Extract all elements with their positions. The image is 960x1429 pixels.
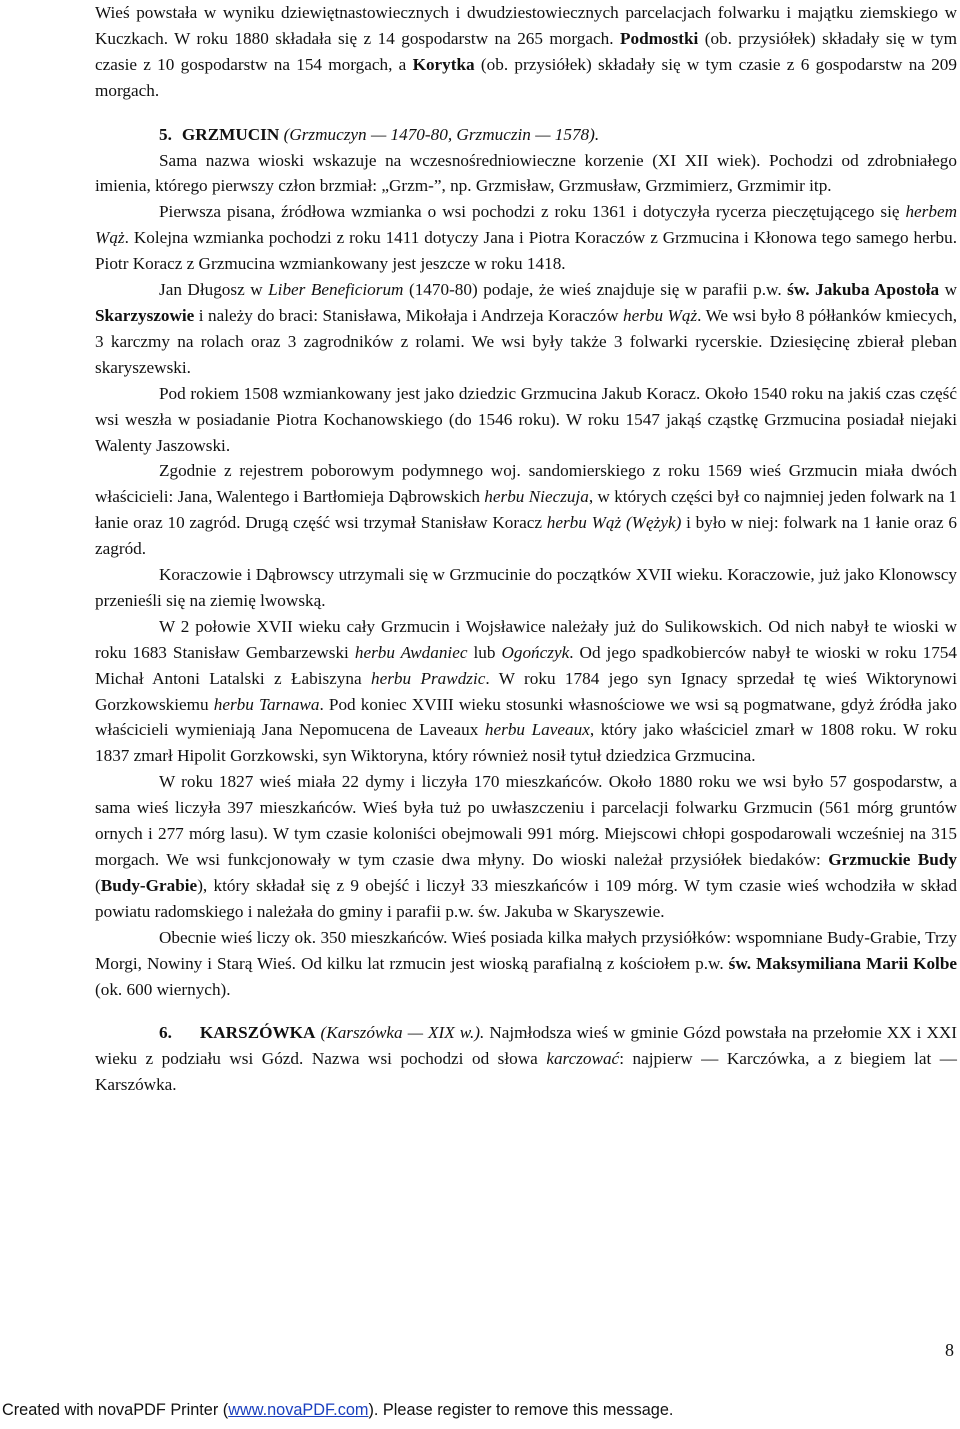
text-run: . We wsi było 8 półłanków kmiecych, 3 karczmy na rolach oraz 3 zagrodników z rolami. We wsi były także 3 folwarki rycerskie. Dziesięcinę zbierał pleban skaryszewski. xyxy=(95,305,957,377)
bold-text: Korytka xyxy=(412,54,475,74)
section-heading-grzmucin xyxy=(95,122,957,148)
section-grzmucin-paragraphs xyxy=(95,148,957,1003)
bold-text: Skarzyszowie xyxy=(95,305,195,325)
italic-text: herbu Nieczuja xyxy=(484,487,589,507)
text-run: (ob. przysiółek) składały się w tym czasie z 10 gospodarstw na 154 morgach, a xyxy=(95,28,957,74)
italic-text: herbu Tarnawa xyxy=(213,694,320,714)
text-run: . Kolejna wzmianka pochodzi z roku 1411 dotyczy Jana i Piotra Koraczów z Grzmucina i Kłonowa tego samego herbu. Piotr Koracz z Grzmucina wzmiankowany jest jeszcze w roku 1418. xyxy=(95,228,957,274)
section-title: KARSZÓWKA xyxy=(199,1023,316,1043)
text-run: Zgodnie z rejestrem poborowym podymnego woj. sandomierskiego z roku 1569 wieś Grzmucin miała dwóch właścicieli: Jana, Walentego i Bartłomieja Dąbrowskich xyxy=(95,461,957,507)
paragraph xyxy=(95,199,957,277)
section-variants: (Grzmuczyn — 1470-80, Grzmuczin — 1578). xyxy=(283,124,600,144)
italic-text: herbu Awdaniec xyxy=(354,642,468,662)
paragraph xyxy=(95,381,957,459)
italic-text: Ogończyk xyxy=(501,642,570,662)
intro-paragraph xyxy=(95,0,957,104)
paragraph xyxy=(95,458,957,562)
bold-text: św. Jakuba Apostoła xyxy=(787,280,940,300)
text-run: . Pod koniec XVIII wieku stosunki własnościowe we wsi są pogmatwane, gdyż źródła jako właścicieli wymieniają Jana Nepomucena de Laveaux xyxy=(95,694,957,740)
text-run: i było w niej: folwark na 1 łanie oraz 6 zagród. xyxy=(95,513,957,559)
italic-text: herbu Prawdzic xyxy=(370,668,486,688)
italic-text: Liber Beneficiorum xyxy=(268,280,404,300)
paragraph xyxy=(95,614,957,769)
text-run: , w których części był co najmniej jeden folwark na 1 łanie oraz 10 zagród. Drugą część wsi trzymał Stanisław Koracz xyxy=(95,487,957,533)
bold-text: Podmostki xyxy=(619,28,699,48)
text-run: Jan Długosz w xyxy=(159,280,269,300)
italic-text: herbu Wąż xyxy=(622,305,698,325)
text-run: . W roku 1784 jego syn Ignacy sprzedał tę wieś Wiktorynowi Gorzkowskiemu xyxy=(95,668,957,714)
text-run: Obecnie wieś liczy ok. 350 mieszkańców. Wieś posiada kilka małych przysiółków: wspomniane Budy-Grabie, Trzy Morgi, Nowiny i Starą Wieś. Od kilku lat rzmucin jest wioską parafialną z kościołem p.w. xyxy=(95,927,957,973)
italic-text: herbu Wąż (Wężyk) xyxy=(546,513,682,533)
italic-text: herbu Laveaux xyxy=(484,720,590,740)
paragraph xyxy=(95,562,957,614)
text-run: W roku 1827 wieś miała 22 dymy i liczyła 170 mieszkańców. Około 1880 roku we wsi było 57 gospodarstw, a sama wieś liczyła 397 mieszkańców. Wieś była tuż po uwłaszczeniu i parcelacji folwarku Grzmucin (561 mórg gruntów ornych i 277 mórg lasu). W tym czasie koloniści obejmowali 991 mórg. Miejscowi chłopi gospodarowali wcześniej na 315 morgach. We wsi funkcjonowały w tym czasie dwa młyny. Do wioski należał przysiółek biedaków: xyxy=(95,772,957,869)
text-run: (ob. przysiółek) składały się w tym czasie z 6 gospodarstw na 209 morgach. xyxy=(95,54,957,100)
section-title: GRZMUCIN xyxy=(181,124,280,144)
paragraph xyxy=(95,277,957,381)
paragraph xyxy=(95,148,957,200)
footer-link[interactable]: www.novaPDF.com xyxy=(228,1401,369,1419)
section-variants: (Karszówka — XIX w.). xyxy=(320,1023,485,1043)
paragraph xyxy=(95,925,957,1003)
bold-text: Grzmuckie Budy xyxy=(828,850,957,869)
text-run: : najpierw — Karczówka, a z biegiem lat — Karszówka. xyxy=(95,1049,957,1095)
text-run: Pierwsza pisana, źródłowa wzmianka o wsi pochodzi z roku 1361 i dotyczyła rycerza pieczętującego się xyxy=(159,202,906,222)
text-run: W 2 połowie XVII wieku cały Grzmucin i Wojsławice należały już do Sulikowskich. Od nich nabył te wioski w roku 1683 Stanisław Gembarzewski xyxy=(95,616,957,662)
text-run: w xyxy=(939,280,957,300)
text-run: ( xyxy=(95,875,101,895)
text-run: lub xyxy=(467,642,502,662)
bold-text: Budy-Grabie xyxy=(100,875,198,895)
text-run: Koraczowie i Dąbrowscy utrzymali się w Grzmucinie do początków XVII wieku. Koraczowie, już jako Klonowscy przenieśli się na ziemię lwowską. xyxy=(95,565,957,610)
footer-prefix: Created with novaPDF Printer ( xyxy=(2,1401,229,1419)
text-run: Najmłodsza wieś w gminie Gózd powstała na przełomie XX i XXI wieku z podziału wsi Gózd. Nazwa wsi pochodzi od słowa xyxy=(95,1023,958,1069)
text-run: (ok. 600 wiernych). xyxy=(95,979,231,999)
document-body xyxy=(95,0,957,1098)
text-run: (1470-80) podaje, że wieś znajduje się w parafii p.w. xyxy=(403,280,788,300)
text-run: Sama nazwa wioski wskazuje na wczesnośredniowieczne korzenie (XI XII wiek). Pochodzi od zdrobniałego imienia, którego pierwszy człon brzmiał: „Grzm-”, np. Grzmisław, Grzmusław, Grzmimierz, Grzmimir itp. xyxy=(95,150,957,196)
text-run: Wieś powstała w wyniku dziewiętnastowiecznych i dwudziestowiecznych parcelacjach folwarku i majątku ziemskiego w Kuczkach. W roku 1880 składała się z 14 gospodarstw na 265 morgach. xyxy=(95,3,957,48)
section-paragraph-karszowka xyxy=(95,1020,957,1098)
text-run: Pod rokiem 1508 wzmiankowany jest jako dziedzic Grzmucina Jakub Koracz. Około 1540 roku na jakiś czas część wsi weszła w posiadanie Piotra Kochanowskiego (do 1546 roku). W roku 1547 jakąś cząstkę Grzmucina posiadał niejaki Walenty Jaszowski. xyxy=(95,383,957,455)
italic-text: karczować xyxy=(546,1049,620,1069)
text-run: ), który składał się z 9 obejść i liczył 33 mieszkańców i 109 mórg. W tym czasie wieś wchodziła w skład powiatu radomskiego i należała do gminy i parafii p.w. św. Jakuba w Skaryszewie. xyxy=(95,875,957,921)
section-number: 6. xyxy=(159,1023,172,1043)
section-number: 5. xyxy=(159,124,172,144)
footer-suffix: ). Please register to remove this message. xyxy=(368,1401,674,1419)
page-number: 8 xyxy=(945,1340,954,1360)
bold-text: św. Maksymiliana Marii Kolbe xyxy=(728,953,958,973)
italic-text: herbem Wąż xyxy=(95,202,957,248)
paragraph xyxy=(95,769,957,924)
text-run: . Od jego spadkobierców nabył te wioski w roku 1754 Michał Antoni Latalski z Łabiszyna xyxy=(95,642,957,688)
footer-watermark xyxy=(0,1401,960,1420)
text-run: , który jako właściciel zmarł w 1808 roku. W roku 1837 zmarł Hipolit Gorzkowski, syn Wiktoryna, który również nosił tytuł dziedzica Grzmucina. xyxy=(95,720,957,766)
text-run: i należy do braci: Stanisława, Mikołaja i Andrzeja Koraczów xyxy=(194,305,623,325)
